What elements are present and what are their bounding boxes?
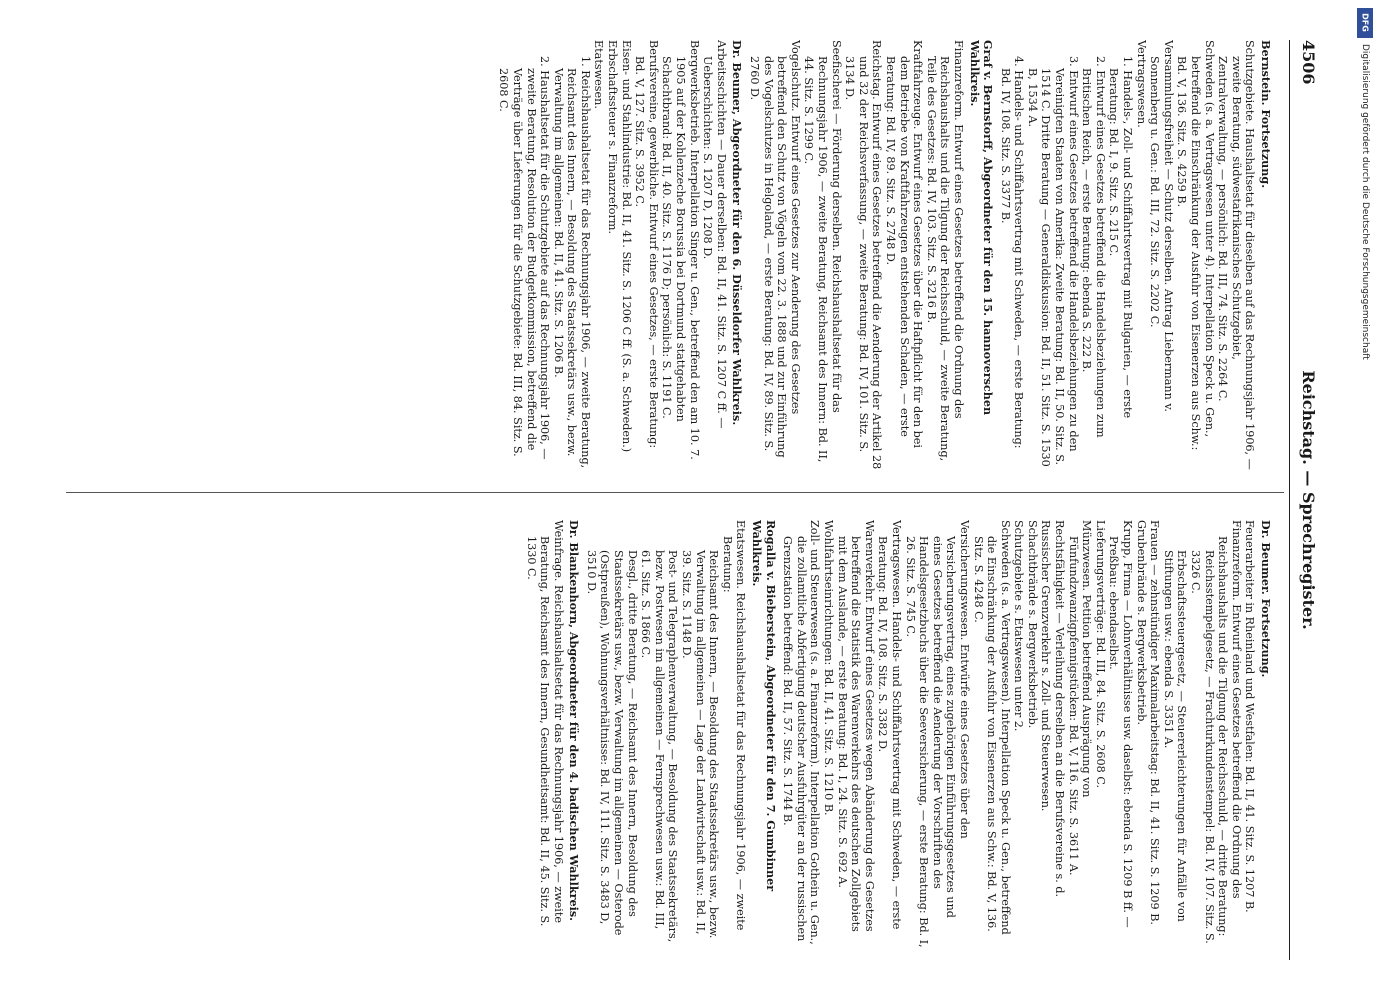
register-entry: Etatswesen. xyxy=(592,40,606,109)
register-entry: Schweden (s. a. Vertragswesen unter 4). Interpellation Speck u. Gen., betreffend die Einschränkung der Ausfuhr von Eisenerzen aus Schw.: Bd. V, 136. Sitz. S. 4259 B. xyxy=(1175,40,1216,451)
register-entry: Reichsstempelgesetz, — Frachturkundenstempel: Bd. IV, 107. Sitz. S. 3326 C. xyxy=(1189,550,1216,944)
register-entry: Frauen — zehnstündiger Maximalarbeitstag: Bd. II, 41. Sitz. S. 1209 B. xyxy=(1148,520,1162,925)
register-entry: Vertragswesen. xyxy=(1134,40,1148,128)
register-entry: Versammlungsfreiheit — Schutz derselben. Antrag Liebermann v. Sonnenberg u. Gen.: Bd. III, 72. Sitz. S. 2202 C. xyxy=(1148,40,1175,412)
page-header xyxy=(1292,40,1318,960)
register-entry: 3. Entwurf eines Gesetzes betreffend die Handelsbeziehungen zu den Vereinigten Staaten von Amerika: Zweite Beratung: Bd. II, 50. Sitz. S. 1514 C. Dritte Beratung — Generaldiskussion: Bd. II, 51. Sitz. S. 1530 B, 1534 A. xyxy=(1025,56,1080,467)
register-entry: Arbeitsschichten — Dauer derselben: Bd. II, 41. Sitz. S. 1207 C ff. — Ueberschichten: S. 1207 D, 1208 D. xyxy=(701,40,728,429)
register-entry: Zoll- und Steuerwesen (s. a. Finanzreform). Interpellation Gothein u. Gen., die zollamtliche Abfertigung deutscher Ausfuhrgüter an der russischen Grenzstation betreffend: Bd. II, 57. Sitz. S. 1744 B. xyxy=(781,520,822,945)
register-entry: Desgl., dritte Beratung, — Reichsamt des Innern, Besoldung des Staatssekretärs usw., bezw. Verwaltung im allgemeinen — Osterode (Ostpreußen), Wohnungsverhältnisse: Bd. IV, 111. Sitz. S. 3483 D, 3510 D. xyxy=(584,550,639,936)
register-entry: Seefischerei — Förderung derselben. Reichshaushaltsetat für das Rechnungsjahr 1906, — zweite Beratung, Reichsamt des Innern: Bd. II, 44. Sitz. S. 1299 C. xyxy=(802,40,843,463)
speaker-heading: Graf v. Bernstorff, Abgeordneter für den 15. hannoverschen Wahlkreis. xyxy=(967,40,996,416)
register-entry: Warenverkehr. Entwurf eines Gesetzes wegen Abänderung des Gesetzes betreffend die Statistik des Warenverkehrs des deutschen Zollgebiets mit dem Auslande, — erste Beratung: Bd. I, 24. Sitz. S. 692 A. xyxy=(835,520,876,932)
speaker-heading: Bernstein. Fortsetzung. xyxy=(1259,40,1273,189)
register-entry: Weinfrage. Reichshaushaltsetat für das Rechnungsjahr 1906, — zweite Beratung, Reichsamt des Innern, Gesundheitsamt: Bd. II, 45. Sitz. S. 1330 C. xyxy=(524,520,565,927)
register-entry: Erbschaftssteuergesetz, — Steuererleichterungen für Anfälle von Stiftungen usw.: ebenda S. 3351 A. xyxy=(1161,550,1189,922)
register-entry: Erbschaftssteuer s. Finanzreform. xyxy=(606,40,620,235)
register-entry: Schutzgebiete. Haushaltsetat für dieselben auf das Rechnungsjahr 1906, — zweite Beratung, südwestafrikanisches Schutzgebiet, Zentralverwaltung, — persönlich: Bd. III, 74. Sitz. S. 2264 C. xyxy=(1216,40,1257,470)
register-entry: 2. Haushaltsetat für die Schutzgebiete auf das Rechnungsjahr 1906, — zweite Beratung, Resolution der Budgetkommission, betreffend die Verträge über Lieferungen für die Schutzgebiete: Bd. III, 84. Sitz. S. 2608 C. xyxy=(497,56,552,460)
register-entry: Vogelschutz. Entwurf eines Gesetzes zur Aenderung des Gesetzes betreffend den Schutz von Vögeln vom 22. 3. 1888 und zur Einführung des Vogelschutzes in Helgoland, — erste Beratung: Bd. IV, 89. Sitz. S. 2760 D. xyxy=(748,40,802,458)
register-entry: Schweden (s. a. Vertragswesen). Interpellation Speck u. Gen., betreffend die Einschränkung der Ausfuhr von Eisenerzen aus Schw.: Bd. V, 136. Sitz. S. 4248 C. xyxy=(971,520,1012,935)
register-entry: Schachtbrände s. Bergwerksbetrieb. xyxy=(1025,520,1039,729)
left-column xyxy=(66,40,1276,470)
register-entry: Etatswesen. Reichshaushaltsetat für das Rechnungsjahr 1906, — zweite Beratung: xyxy=(720,520,748,931)
speaker-heading: Dr. Beumer, Abgeordneter für den 6. Düsseldorfer Wahlkreis. xyxy=(730,40,745,426)
register-entry: Finanzreform. Entwurf eines Gesetzes betreffend die Ordnung des Reichshaushalts und die Tilgung der Reichsschuld, — dritte Beratung: xyxy=(1216,520,1243,937)
register-entry: Kraftfahrzeuge. Entwurf eines Gesetzes über die Haftpflicht für den bei dem Betriebe von Kraftfahrzeugen entstehenden Schaden, — erste Beratung: Bd. IV, 89. Sitz. S. 2748 D. xyxy=(883,40,925,448)
register-entry: Reichstag. Entwurf eines Gesetzes betreffend die Aenderung der Artikel 28 und 32 der Reichsverfassung, — zweite Beratung: Bd. IV, 101. Sitz. S. 3134 D. xyxy=(843,40,884,470)
dfg-logo-text: DFG xyxy=(1360,13,1370,32)
register-entry: Krupp, Firma — Lohnverhältnisse usw. daselbst: ebenda S. 1209 B ff. — Preßbau: ebendaselbst. xyxy=(1107,520,1135,928)
register-entry: Feuerarbeiter in Rheinland und Westfalen: Bd. II, 41. Sitz. S. 1207 B. xyxy=(1243,520,1257,913)
register-entry: Reichsamt des Innern, — Besoldung des Staatssekretärs usw., bezw. Verwaltung im allgemeinen — Lage der Landwirtschaft usw.: Bd. II, 39. Sitz. S. 1148 D. xyxy=(680,550,721,939)
register-entry: Rechtsfähigkeit — Verleihung derselben an die Berufsvereine s. d. xyxy=(1053,520,1067,898)
column-divider xyxy=(66,492,1284,493)
speaker-heading: Rogalla v. Bieberstein, Abgeordneter für den 7. Gumbinner Wahlkreis. xyxy=(750,520,778,892)
speaker-heading: Dr. Beumer. Fortsetzung. xyxy=(1259,520,1273,678)
register-entry: Russischer Grenzverkehr s. Zoll- und Steuerwesen. xyxy=(1039,520,1053,812)
speaker-heading: Dr. Blankenhorn, Abgeordneter für den 4. badischen Wahlkreis. xyxy=(567,520,582,922)
page-title: Reichstag. — Sprechregister. xyxy=(1299,370,1318,630)
header-rule xyxy=(1289,40,1290,960)
page-number: 4506 xyxy=(1299,40,1318,85)
dfg-logo xyxy=(1357,8,1373,38)
register-entry: Post- und Telegraphenverwaltung, — Besoldung des Staatssekretärs, bezw. Postwesen im allgemeinen — Fernsprechwesen usw.: Bd. III, 61. Sitz. S. 1866 C. xyxy=(639,550,680,943)
register-entry: Eisen- und Stahlindustrie: Bd. II, 41. Sitz. S. 1206 C ff. (S. a. Schweden.) xyxy=(619,40,633,453)
register-entry: Wohlfahrtseinrichtungen: Bd. II, 41. Sitz. S. 1210 B. xyxy=(822,520,835,816)
register-entry: Finanzreform. Entwurf eines Gesetzes betreffend die Ordnung des Reichshaushalts und die Tilgung der Reichsschuld, — zweite Beratung, Teile des Gesetzes: Bd. IV, 103. Sitz. S. 3216 B. xyxy=(924,40,965,462)
register-entry: Berufsvereine, gewerbliche. Entwurf eines Gesetzes, — erste Beratung: Bd. V, 127. Sitz. S. 3952 C. xyxy=(633,40,660,449)
register-entry: Versicherungswesen. Entwürfe eines Gesetzes über den Versicherungsvertrag, eines zugehörigen Einführungsgesetzes und eines Gesetzes betreffend die Aenderung der Vorschriften des Handelsgesetzbuchs über die Seeversicherung, — erste Beratung: Bd. I, 26. Sitz. S. 745 C. xyxy=(903,520,971,948)
dfg-sidebar xyxy=(1350,0,1383,1000)
dfg-funding-note: Digitalisierung gefördert durch die Deutsche Forschungsgemeinschaft xyxy=(1360,44,1370,360)
register-entry: Lieferungsverträge: Bd. III, 84. Sitz. S. 2608 C. xyxy=(1093,520,1107,789)
register-entry: Bergwerksbetrieb. Interpellation Singer u. Gen., betreffend den am 10. 7. 1905 auf der Kohlenzeche Borussia bei Dortmund stattgehabten Schachtbrand: Bd. II, 40. Sitz. S. 1176 D; persönlich: S. 1191 C. xyxy=(660,40,701,460)
register-entry: 1. Reichshaushaltsetat für das Rechnungsjahr 1906, — zweite Beratung, Reichsamt des Innern, — Besoldung des Staatssekretärs usw., bezw. Verwaltung im allgemeinen: Bd. II, 41. Sitz. S. 1206 B. xyxy=(551,56,592,469)
register-entry: 1. Handels-, Zoll- und Schiffahrtsvertrag mit Bulgarien, — erste Beratung: Bd. I, 9. Sitz. S. 215 C. xyxy=(1107,56,1135,419)
register-entry: 2. Entwurf eines Gesetzes betreffend die Handelsbeziehungen zum Britischen Reich, — erste Beratung: ebenda S. 222 B. xyxy=(1080,56,1107,438)
register-entry: Vertragswesen. Handels- und Schiffahrtsvertrag mit Schweden, — erste Beratung: Bd. IV, 108. Sitz. S. 3382 D. xyxy=(876,520,903,930)
register-entry: Schutzgebiete s. Etatswesen unter 2. xyxy=(1012,520,1026,732)
register-entry: Grubenbrände s. Bergwerksbetrieb. xyxy=(1134,520,1148,726)
register-entry: 4. Handels- und Schiffahrtsvertrag mit Schweden, — erste Beratung: Bd. IV, 108. Sitz. S. 3377 B. xyxy=(998,56,1026,449)
right-column xyxy=(66,520,1276,950)
rotated-register-page xyxy=(46,0,1336,1000)
register-entry: Münzwesen. Petition betreffend Ausprägung von Fünfundzwanzigpfennigstücken: Bd. V, 116. Sitz. S. 3611 A. xyxy=(1066,520,1094,876)
